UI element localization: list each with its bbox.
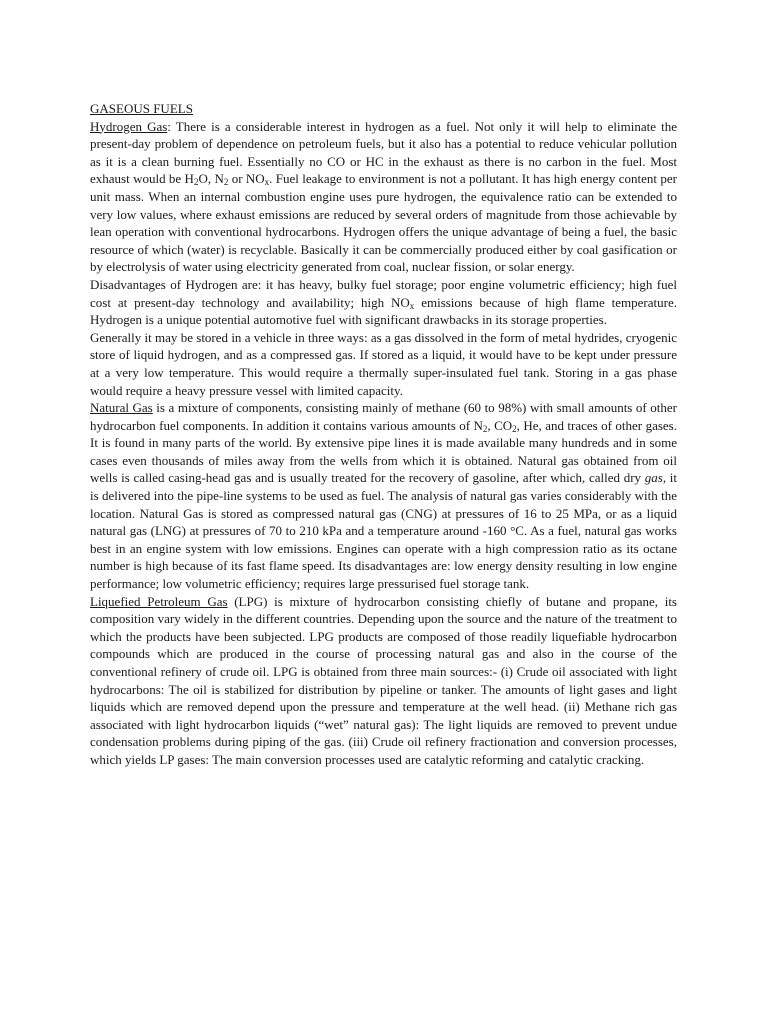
- lpg-text: (LPG) is mixture of hydrocarbon consisting chiefly of butane and propane, its composition vary widely in the different countries. Depending upon the source and the nature of the treatment to which the products have been subjected. LPG products are composed of those readily liquefiable hydrocarbon compounds which are produced in the course of processing natural gas and also in the course of the conventional refinery of crude oil. LPG is obtained from three main sources:- (i) Crude oil associated with light hydrocarbons: The oil is stabilized for distribution by pipeline or tanker. The amounts of light gases and light liquids which are removed depend upon the pressure and temperature at the well head. (ii) Methane rich gas associated with light hydrocarbon liquids (“wet” natural gas): The light liquids are removed to prevent undue condensation problems during piping of the gas. (iii) Crude oil refinery fractionation and conversion processes, which yields LP gases: The main conversion processes used are catalytic reforming and catalytic cracking.: [90, 593, 677, 767]
- document-page: [90, 100, 677, 769]
- natural-gas-heading: Natural Gas: [90, 400, 153, 416]
- lpg-heading: Liquefied Petroleum Gas: [90, 593, 228, 609]
- hydrogen-paragraph: [90, 118, 677, 276]
- nox-subscript-2: x: [409, 300, 415, 311]
- hydrogen-text-2: . Fuel leakage to environment is not a pollutant. It has high energy content per unit mass. When an internal combustion engine uses pure hydrogen, the equivalence ratio can be extended to very low values, where exhaust emissions are reduced by several orders of magnitude from those achievable by lean operation with conventional hydrocarbons. Hydrogen offers the unique advantage of being a fuel, the basic resource of which (water) is recyclable. Basically it can be commercially produced either by coal gasification or by electrolysis of water using electricity generated from coal, nuclear fission, or solar energy.: [90, 171, 677, 275]
- hydrogen-storage-paragraph: Generally it may be stored in a vehicle in three ways: as a gas dissolved in the form of metal hydrides, cryogenic store of liquid hydrogen, and as a compressed gas. If stored as a liquid, it would have to be kept under pressure at a very low temperature. This would require a thermally super-insulated fuel tank. Storing in a gas phase would require a heavy pressure vessel with limited capacity.: [90, 329, 677, 398]
- hydrogen-heading: Hydrogen Gas: [90, 118, 168, 134]
- gas-italic-word: gas: [644, 470, 663, 486]
- n2-subscript: 2: [223, 177, 229, 188]
- hydrogen-text-1: : There is a considerable interest in hydrogen as a fuel. Not only it will help to eliminate the present-day problem of dependence on petroleum fuels, but it also has a potential to reduce vehicular pollution as it is a clean burning fuel. Essentially no CO or HC in the exhaust as there is no carbon in the fuel. Most exhaust would be H: [90, 118, 677, 187]
- natural-gas-text-2: , He, and traces of other gases. It is found in many parts of the world. By extensive pipe lines it is made available many hundreds and in some cases even thousands of miles away from the wells from which it is obtained. Natural gas obtained from oil wells is called casing-head gas and is usually treated for the recovery of gasoline, after which, called dry: [90, 417, 677, 486]
- co2-subscript: 2: [512, 423, 517, 434]
- natural-gas-text-3: , it is delivered into the pipe-line systems to be used as fuel. The analysis of natural gas varies considerably with the location. Natural Gas is stored as compressed natural gas (CNG) at pressures of 16 to 25 MPa, or as a liquid natural gas (LNG) at pressures of 70 to 210 kPa and a temperature around -160 °C. As a fuel, natural gas works best in an engine system with low emissions. Engines can operate with a high compression ratio as its octane number is high because of its fast flame speed. Its disadvantages are: low energy density resulting in low engine performance; low volumetric efficiency; requires large pressurised fuel storage tank.: [90, 470, 677, 592]
- or-no-text: or NO: [228, 171, 265, 187]
- co-separator: , CO: [487, 417, 513, 433]
- lpg-paragraph: [90, 593, 677, 769]
- h2o-tail: O, N: [198, 171, 224, 187]
- document-title: GASEOUS FUELS: [90, 101, 193, 116]
- disadvantages-text-1: Disadvantages of Hydrogen are: it has heavy, bulky fuel storage; poor engine volumetric efficiency; high fuel cost at present-day technology and availability; high NO: [90, 276, 677, 310]
- nox-subscript: x: [264, 177, 270, 188]
- h2o-subscript: 2: [193, 177, 199, 188]
- disadvantages-text-2: emissions because of high flame temperature. Hydrogen is a unique potential automotive fuel with significant drawbacks in its storage properties.: [90, 294, 677, 328]
- n2-subscript-ng: 2: [482, 423, 488, 434]
- natural-gas-text-1: is a mixture of components, consisting mainly of methane (60 to 98%) with small amounts of other hydrocarbon fuel components. In addition it contains various amounts of N: [90, 400, 677, 433]
- hydrogen-disadvantages-paragraph: [90, 276, 677, 329]
- natural-gas-paragraph: [90, 399, 677, 593]
